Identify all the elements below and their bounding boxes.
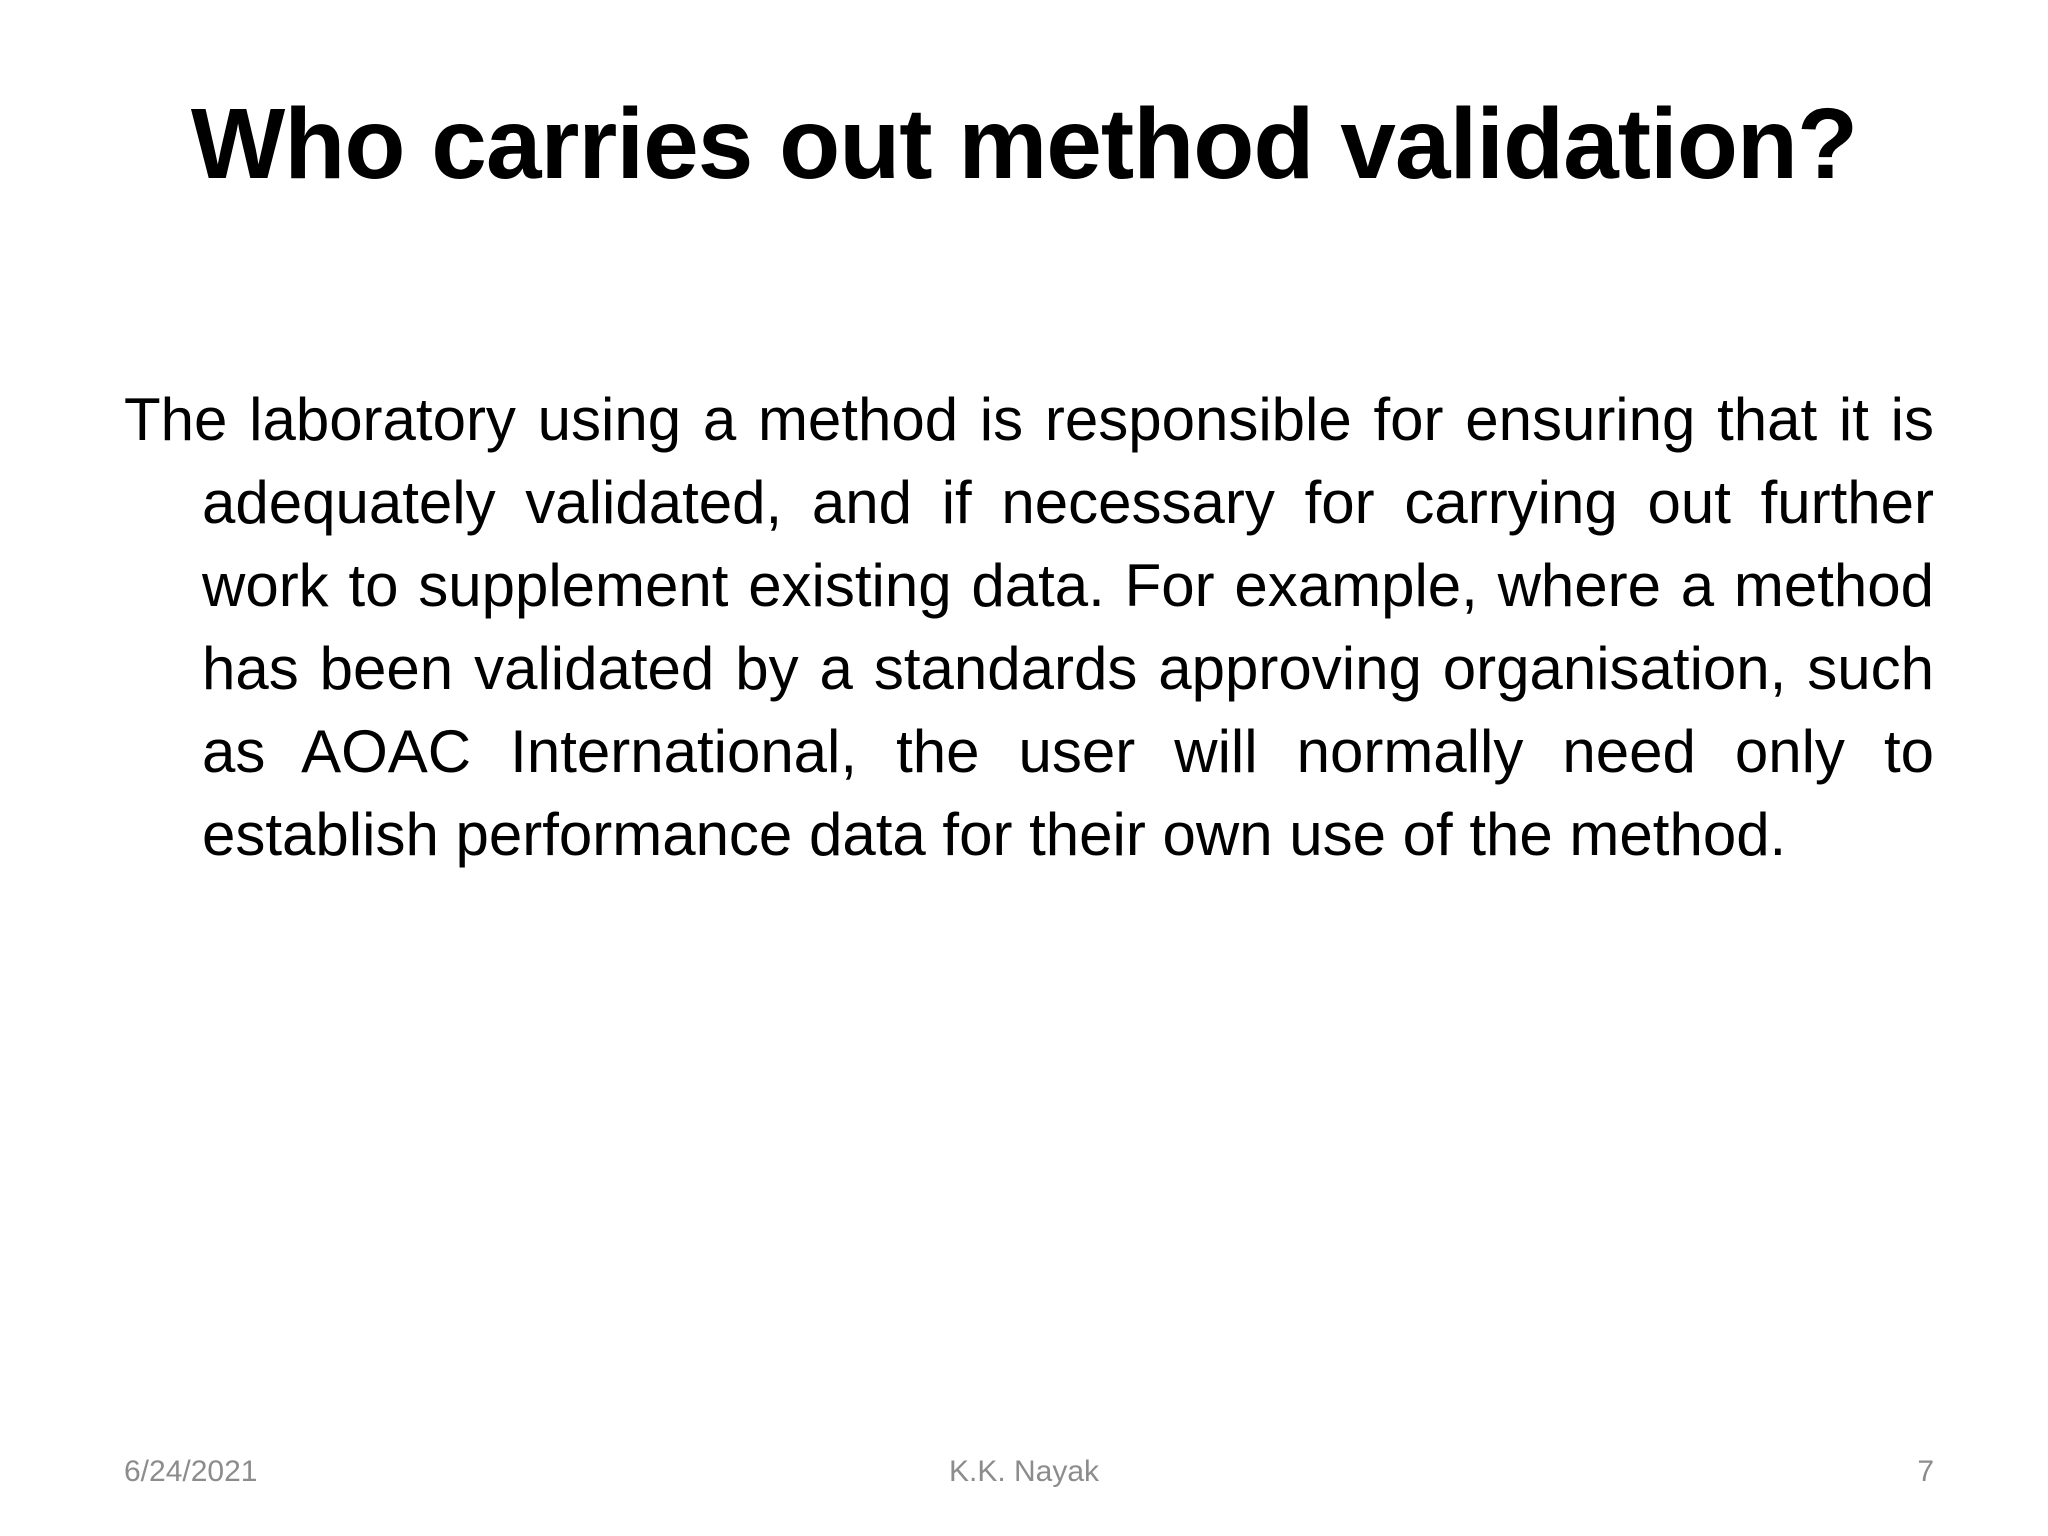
footer-date: 6/24/2021: [124, 1455, 258, 1488]
footer-author: K.K. Nayak: [948, 1455, 1100, 1488]
footer-page-number: 7: [1917, 1455, 1934, 1488]
slide-body-paragraph: The laboratory using a method is responsible for ensuring that it is adequately validated, and if necessary for carrying out further work to supplement existing data. For example, where a method has been validated by a standards approving organisation, such as AOAC International, the user will normally need only to establish performance data for their own use of the method.: [124, 386, 1934, 868]
slide-title: Who carries out method validation?: [190, 88, 1858, 200]
